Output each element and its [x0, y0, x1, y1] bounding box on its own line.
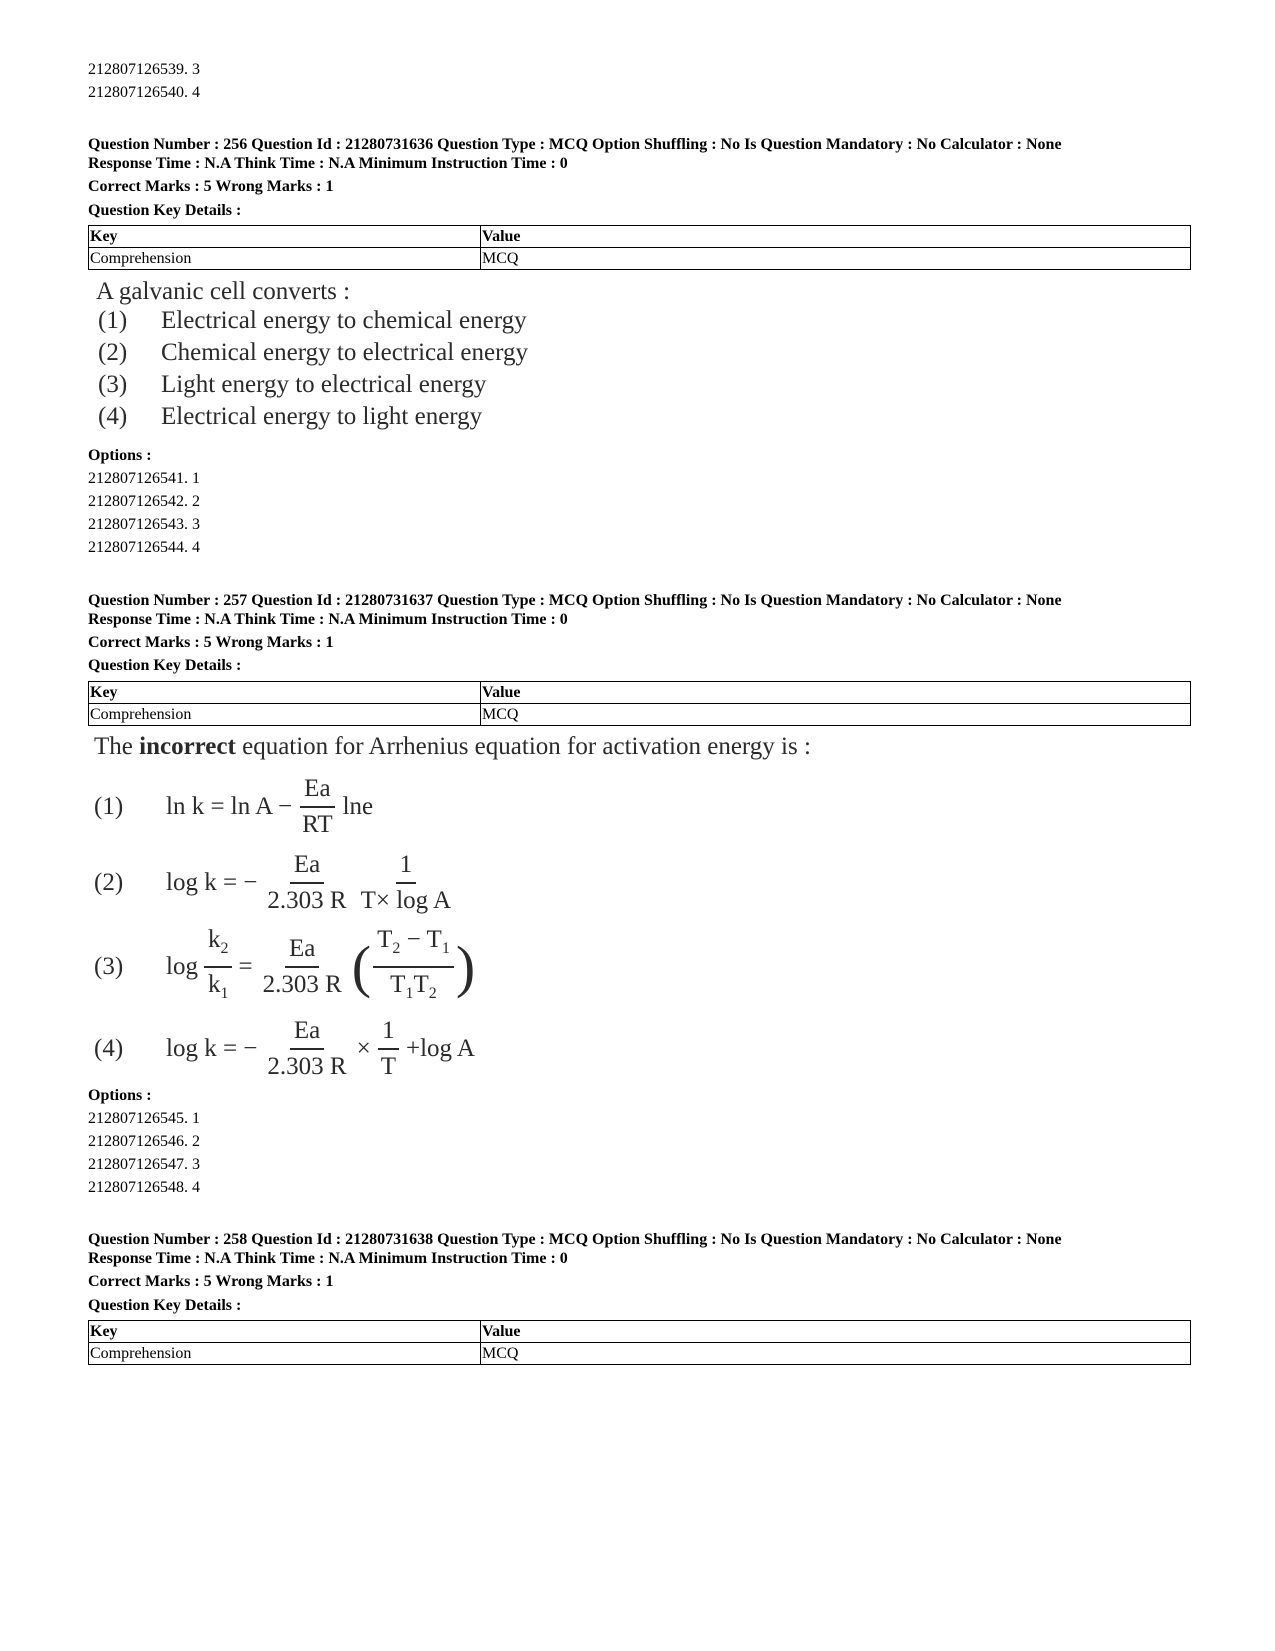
table-key-header: Key	[89, 226, 481, 248]
var-k: k	[207, 971, 221, 998]
choice-text: Light energy to electrical energy	[161, 371, 487, 398]
var-k: k	[207, 926, 221, 953]
fraction	[263, 850, 350, 916]
eq-times: ×	[356, 1035, 371, 1062]
var-t: T	[390, 971, 406, 998]
options-label: Options :	[88, 447, 152, 464]
equation-3	[88, 926, 476, 1004]
question-choice	[88, 339, 688, 371]
choice-number: (2)	[94, 869, 124, 896]
question-marks: Correct Marks : 5 Wrong Marks : 1	[88, 634, 334, 651]
question-stem	[94, 730, 811, 763]
var-t: T	[413, 971, 429, 998]
question-choice	[88, 403, 688, 435]
fraction-denominator: RT	[302, 811, 333, 838]
eq-text: +log A	[405, 1035, 475, 1062]
table-key-header: Key	[89, 1321, 481, 1343]
fraction	[259, 934, 346, 1000]
option-item: 212807126543. 3	[88, 516, 200, 533]
option-item: 212807126548. 4	[88, 1179, 200, 1196]
table-value-cell: MCQ	[481, 704, 1191, 726]
question-marks: Correct Marks : 5 Wrong Marks : 1	[88, 1273, 334, 1290]
table-value-header: Value	[481, 1321, 1191, 1343]
options-label: Options :	[88, 1087, 152, 1104]
subscript: 2	[220, 940, 229, 957]
option-item: 212807126539. 3	[88, 61, 200, 78]
fraction-denominator: 2.303 R	[262, 971, 342, 998]
option-item: 212807126542. 2	[88, 493, 200, 510]
fraction-numerator: Ea	[290, 850, 324, 884]
table-value-cell: MCQ	[481, 248, 1191, 270]
table-key-cell: Comprehension	[89, 704, 481, 726]
table-value-header: Value	[481, 226, 1191, 248]
key-details-table	[88, 681, 1191, 726]
subscript: 1	[405, 985, 414, 1002]
equation-1	[88, 772, 373, 842]
paren-close: )	[455, 934, 476, 999]
eq-minus: −	[406, 926, 421, 953]
choice-number: (4)	[98, 403, 128, 430]
fraction-numerator: Ea	[290, 1016, 324, 1050]
eq-text: log	[166, 953, 198, 980]
var-t: T	[426, 926, 442, 953]
paren-open: (	[351, 934, 372, 999]
choice-number: (1)	[94, 793, 124, 820]
choice-number: (3)	[98, 371, 128, 398]
fraction-denominator: 2.303 R	[267, 1053, 347, 1080]
option-item: 212807126540. 4	[88, 84, 200, 101]
subscript: 1	[441, 940, 450, 957]
table-key-cell: Comprehension	[89, 1343, 481, 1365]
equation-4	[88, 1014, 475, 1084]
choice-number: (4)	[94, 1035, 124, 1062]
option-item: 212807126541. 1	[88, 470, 200, 487]
question-image	[88, 730, 888, 1085]
fraction-numerator: 1	[378, 1016, 399, 1050]
question-choice	[88, 371, 688, 403]
question-marks: Correct Marks : 5 Wrong Marks : 1	[88, 178, 334, 195]
fraction	[377, 1016, 400, 1082]
question-image	[88, 275, 688, 440]
option-item: 212807126545. 1	[88, 1110, 200, 1127]
key-details-label: Question Key Details :	[88, 657, 242, 674]
question-timing: Response Time : N.A Think Time : N.A Minimum Instruction Time : 0	[88, 611, 568, 628]
choice-number: (1)	[98, 307, 128, 334]
fraction-denominator: T	[380, 1053, 396, 1080]
fraction-numerator	[373, 925, 454, 968]
fraction	[263, 1016, 350, 1082]
fraction-numerator: 1	[396, 850, 417, 884]
eq-equals: =	[238, 953, 253, 980]
fraction-denominator: T× log A	[360, 887, 452, 914]
fraction	[357, 850, 456, 916]
fraction	[373, 925, 454, 1009]
fraction-denominator	[386, 968, 441, 1009]
table-value-header: Value	[481, 682, 1191, 704]
fraction-numerator	[204, 925, 233, 968]
equation-2	[88, 848, 461, 918]
fraction	[204, 925, 233, 1009]
option-item: 212807126544. 4	[88, 539, 200, 556]
eq-text: log k = −	[166, 1035, 258, 1062]
table-key-cell: Comprehension	[89, 248, 481, 270]
choice-text: Electrical energy to chemical energy	[161, 307, 527, 334]
key-details-label: Question Key Details :	[88, 1297, 242, 1314]
question-header: Question Number : 257 Question Id : 21280731637 Question Type : MCQ Option Shuffling : No Is Question Mandatory : No Calculator : None	[88, 592, 1062, 609]
key-details-label: Question Key Details :	[88, 202, 242, 219]
question-stem: A galvanic cell converts :	[96, 278, 351, 305]
question-header: Question Number : 256 Question Id : 21280731636 Question Type : MCQ Option Shuffling : No Is Question Mandatory : No Calculator : None	[88, 136, 1062, 153]
var-t: T	[377, 926, 393, 953]
subscript: 2	[392, 940, 401, 957]
fraction-denominator: 2.303 R	[267, 887, 347, 914]
fraction-numerator: Ea	[300, 774, 334, 808]
fraction-numerator: Ea	[285, 934, 319, 968]
stem-emphasis: incorrect	[139, 733, 236, 760]
table-value-cell: MCQ	[481, 1343, 1191, 1365]
subscript: 1	[220, 985, 229, 1002]
fraction-denominator	[204, 968, 233, 1009]
option-item: 212807126546. 2	[88, 1133, 200, 1150]
question-timing: Response Time : N.A Think Time : N.A Minimum Instruction Time : 0	[88, 1250, 568, 1267]
key-details-table	[88, 225, 1191, 270]
stem-text: equation for Arrhenius equation for activation energy is :	[235, 733, 811, 760]
eq-text: log k = −	[166, 869, 258, 896]
fraction	[298, 774, 336, 840]
question-choice	[88, 307, 688, 339]
eq-text: ln k = ln A −	[166, 793, 293, 820]
key-details-table	[88, 1320, 1191, 1365]
choice-text: Chemical energy to electrical energy	[161, 339, 528, 366]
subscript: 2	[428, 985, 437, 1002]
question-header: Question Number : 258 Question Id : 21280731638 Question Type : MCQ Option Shuffling : No Is Question Mandatory : No Calculator : None	[88, 1231, 1062, 1248]
stem-text: The	[94, 733, 140, 760]
table-key-header: Key	[89, 682, 481, 704]
eq-text: lne	[342, 793, 374, 820]
choice-text: Electrical energy to light energy	[161, 403, 483, 430]
choice-number: (3)	[94, 953, 124, 980]
choice-number: (2)	[98, 339, 128, 366]
question-timing: Response Time : N.A Think Time : N.A Minimum Instruction Time : 0	[88, 155, 568, 172]
option-item: 212807126547. 3	[88, 1156, 200, 1173]
